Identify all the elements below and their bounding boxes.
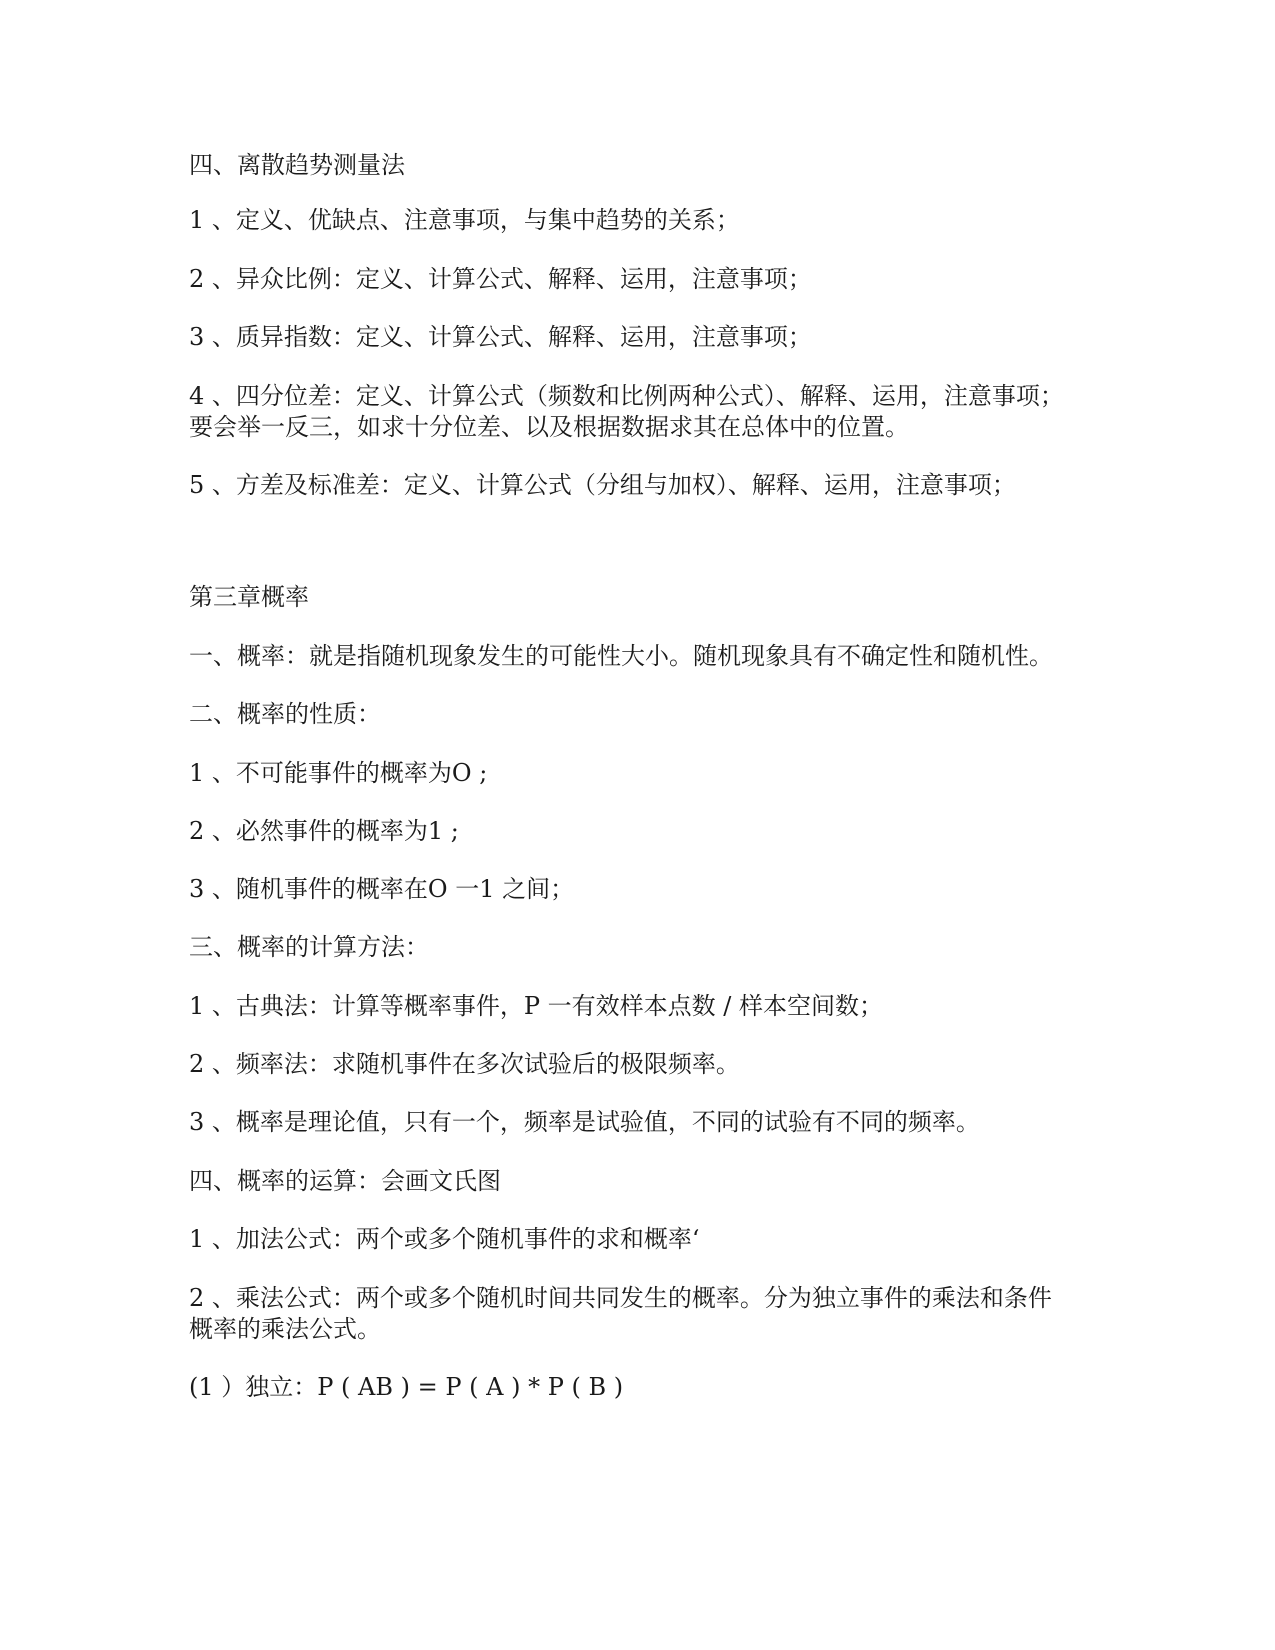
list-item: 2 、频率法：求随机事件在多次试验后的极限频率。 <box>189 1050 740 1078</box>
list-item-continuation: 概率的乘法公式。 <box>189 1315 381 1343</box>
list-item: 1 、定义、优缺点、注意事项，与集中趋势的关系； <box>189 206 740 234</box>
list-item: 3 、质异指数：定义、计算公式、解释、运用，注意事项； <box>189 323 812 351</box>
list-item: 2 、乘法公式：两个或多个随机时间共同发生的概率。分为独立事件的乘法和条件 <box>189 1284 1052 1312</box>
list-item: 1 、加法公式：两个或多个随机事件的求和概率‘ <box>189 1225 700 1253</box>
list-item: 5 、方差及标准差：定义、计算公式（分组与加权）、解释、运用，注意事项； <box>189 471 1016 499</box>
list-item: 2 、异众比例：定义、计算公式、解释、运用，注意事项； <box>189 265 812 293</box>
section-heading: 二、概率的性质： <box>189 700 381 728</box>
list-item: 3 、概率是理论值，只有一个，频率是试验值，不同的试验有不同的频率。 <box>189 1108 980 1136</box>
list-item: 1 、不可能事件的概率为O ; <box>189 759 488 787</box>
list-item: 4 、四分位差：定义、计算公式（频数和比例两种公式）、解释、运用，注意事项； <box>189 382 1064 410</box>
paragraph: 一、概率：就是指随机现象发生的可能性大小。随机现象具有不确定性和随机性。 <box>189 642 1053 670</box>
formula-line: (1 ）独立：P ( AB ) = P ( A ) * P ( B ) <box>189 1373 624 1401</box>
section-heading: 四、概率的运算：会画文氏图 <box>189 1167 501 1195</box>
list-item: 1 、古典法：计算等概率事件，P 一有效样本点数 / 样本空间数； <box>189 992 884 1020</box>
chapter-heading: 第三章概率 <box>189 583 309 611</box>
section-heading: 四、离散趋势测量法 <box>189 151 405 179</box>
section-heading: 三、概率的计算方法： <box>189 933 429 961</box>
list-item: 2 、必然事件的概率为1 ; <box>189 817 459 845</box>
list-item-continuation: 要会举一反三，如求十分位差、以及根据数据求其在总体中的位置。 <box>189 413 909 441</box>
list-item: 3 、随机事件的概率在O 一1 之间； <box>189 875 575 903</box>
